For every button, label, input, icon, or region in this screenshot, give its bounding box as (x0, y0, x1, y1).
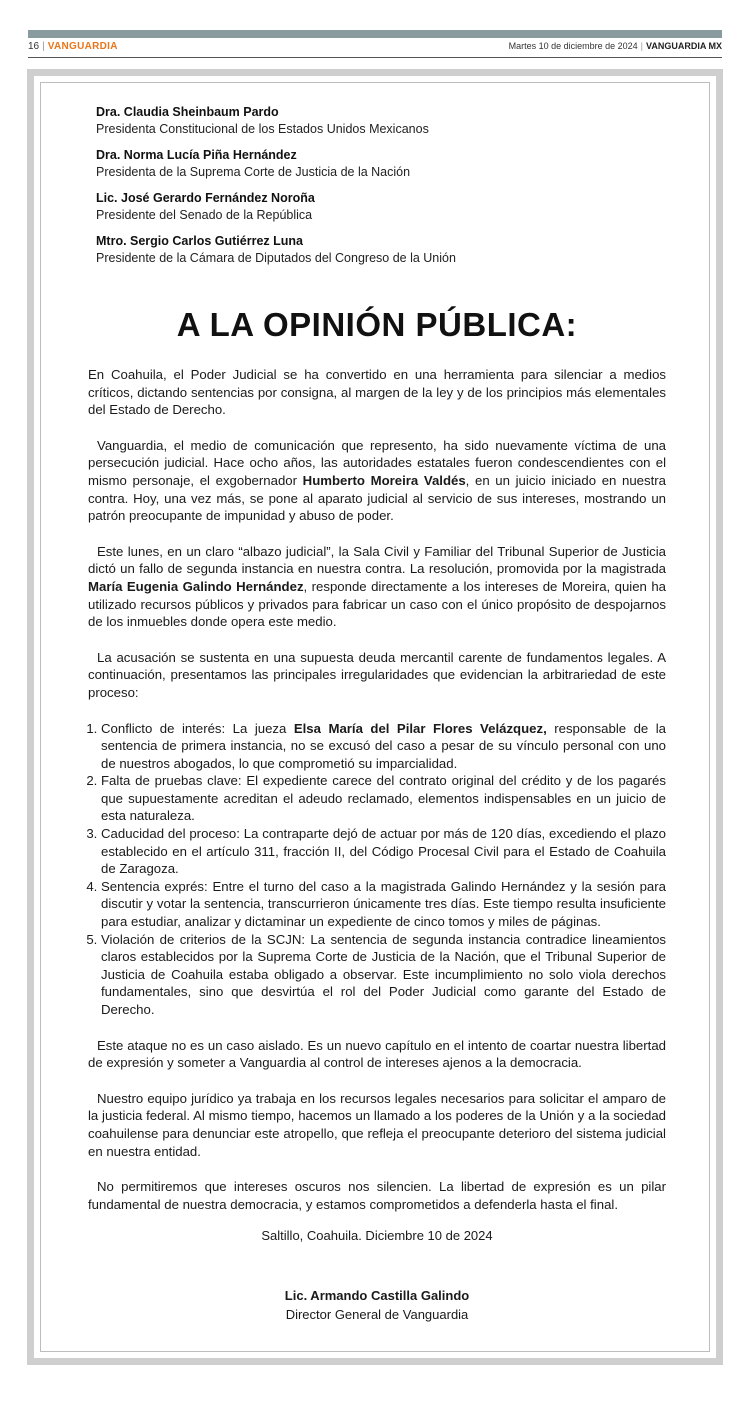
paragraph-2-text-b: , en un juicio iniciado en nuestra contra. Hoy, una vez más, se pone al aparato judicial al servicio de sus intereses, mostrando un patrón preocupante de impunidad y abuso de poder. (88, 472, 666, 524)
paragraph-3 (88, 543, 666, 631)
paragraph-7: No permitiremos que intereses oscuros nos silencien. La libertad de expresión es un pilar fundamental de nuestra democracia, y estamos comprometidos a defenderla hasta el final. (88, 1179, 666, 1212)
paragraph-5: Este ataque no es un caso aislado. Es un nuevo capítulo en el intento de coartar nuestra libertad de expresión y someter a Vanguardia al control de intereses ajenos a la democracia. (88, 1037, 666, 1071)
addressee-item (96, 104, 656, 138)
addressee-name: Dra. Norma Lucía Piña Hernández (96, 148, 297, 162)
paragraph-2-text-a: Vanguardia, el medio de comunicación que represento, ha sido nuevamente víctima de una persecución judicial. Hace ocho años, las autoridades estatales fueron condescendientes con el mismo personaje, el exgobernador (88, 437, 666, 488)
addressee-name: Mtro. Sergio Carlos Gutiérrez Luna (96, 234, 303, 248)
addressee-item (96, 190, 656, 224)
name-highlight: María Eugenia Galindo Hernández (88, 578, 304, 594)
letter-body (88, 366, 666, 1231)
paragraph-1: En Coahuila, el Poder Judicial se ha convertido en una herramienta para silenciar a medios críticos, dictando sentencias por consigna, al margen de la ley y de los principios más elementales del Estado de Derecho. (88, 367, 666, 418)
addressee-role: Presidente del Senado de la República (96, 208, 313, 222)
addressee-role: Presidenta de la Suprema Corte de Justicia de la Nación (96, 165, 411, 179)
name-highlight: Elsa María del Pilar Flores Velázquez, (293, 720, 547, 736)
addressee-name: Dra. Claudia Sheinbaum Pardo (96, 105, 279, 119)
brand-label: VANGUARDIA (47, 41, 118, 52)
addressee-list (96, 104, 656, 276)
page-number: 16 (28, 41, 40, 52)
header-separator: | (42, 41, 45, 52)
paragraph-2 (88, 437, 666, 525)
place-date: Saltillo, Coahuila. Diciembre 10 de 2024 (261, 1228, 493, 1243)
page-header (28, 41, 722, 57)
paragraph-3-text-b: , responde directamente a los intereses de Moreira, quien ha utilizado recursos públicos y privados para fabricar un caso con el único propósito de despojarnos de los inmuebles donde opera este medio. (88, 578, 666, 630)
signer-title: Director General de Vanguardia (285, 1307, 469, 1322)
headline: A LA OPINIÓN PÚBLICA: (176, 306, 578, 343)
list-item-1-text-a: Conflicto de interés: La jueza (101, 720, 294, 736)
paragraph-4: La acusación se sustenta en una supuesta deuda mercantil carente de fundamentos legales. A continuación, presentamos las principales irregularidades que evidencian la arbitrariedad de este proceso: (88, 649, 666, 700)
addressee-role: Presidente de la Cámara de Diputados del Congreso de la Unión (96, 251, 456, 265)
list-item-1-text-b: responsable de la sentencia de primera instancia, no se excusó del caso a pesar de su vínculo personal con uno de nuestros abogados, lo que comprometió su imparcialidad. (101, 720, 666, 771)
signature-block (88, 1286, 666, 1324)
top-color-bar (28, 30, 722, 38)
list-item (101, 720, 666, 773)
irregularities-list (88, 720, 666, 1019)
addressee-name: Lic. José Gerardo Fernández Noroña (96, 191, 315, 205)
addressee-role: Presidenta Constitucional de los Estados Unidos Mexicanos (96, 122, 429, 136)
list-item: 3. Caducidad del proceso: La contraparte dejó de actuar por más de 120 días, excediendo el plazo establecido en el artículo 311, fracción II, del Código Procesal Civil para el Estado de Coahuila de Zaragoza. (101, 825, 666, 878)
addressee-item (96, 147, 656, 181)
header-rule (28, 57, 722, 58)
header-date: Martes 10 de diciembre de 2024 (508, 41, 638, 51)
list-item: 4. Sentencia exprés: Entre el turno del caso a la magistrada Galindo Hernández y la sesión para discutir y votar la sentencia, transcurrieron únicamente tres días. Este tiempo resulta insuficiente para estudiar, analizar y dictaminar un expediente de cinco tomos y miles de páginas. (101, 878, 666, 931)
paragraph-6: Nuestro equipo jurídico ya trabaja en los recursos legales necesarios para solicitar el amparo de la justicia federal. Al mismo tiempo, hacemos un llamado a los poderes de la Unión y a la sociedad coahuilense para denunciar este atropello, que refleja el preocupante deterioro del sistema judicial en nuestra entidad. (88, 1090, 666, 1159)
list-item: 5. Violación de criterios de la SCJN: La sentencia de segunda instancia contradice lineamientos claros establecidos por la Suprema Corte de Justicia de la Nación, que el Tribunal Superior de Justicia de Coahuila estaba obligado a observar. Este incumplimiento no solo viola derechos fundamentales, sino que desvirtúa el rol del Poder Judicial como garante del Estado de Derecho. (101, 931, 666, 1019)
addressee-item (96, 233, 656, 267)
paragraph-3-text-a: Este lunes, en un claro “albazo judicial”, la Sala Civil y Familiar del Tribunal Superior de Justicia dictó un fallo de segunda instancia en nuestra contra. La resolución, promovida por la magistrada (88, 543, 666, 577)
signer-name: Lic. Armando Castilla Galindo (284, 1288, 470, 1303)
header-separator-right: | (640, 41, 643, 51)
list-item: 2. Falta de pruebas clave: El expediente carece del contrato original del crédito y de los pagarés que supuestamente acreditan el adeudo reclamado, elementos indispensables en un juicio de esta naturaleza. (101, 772, 666, 825)
name-highlight: Humberto Moreira Valdés (302, 472, 466, 488)
edition-label: VANGUARDIA MX (646, 41, 722, 51)
